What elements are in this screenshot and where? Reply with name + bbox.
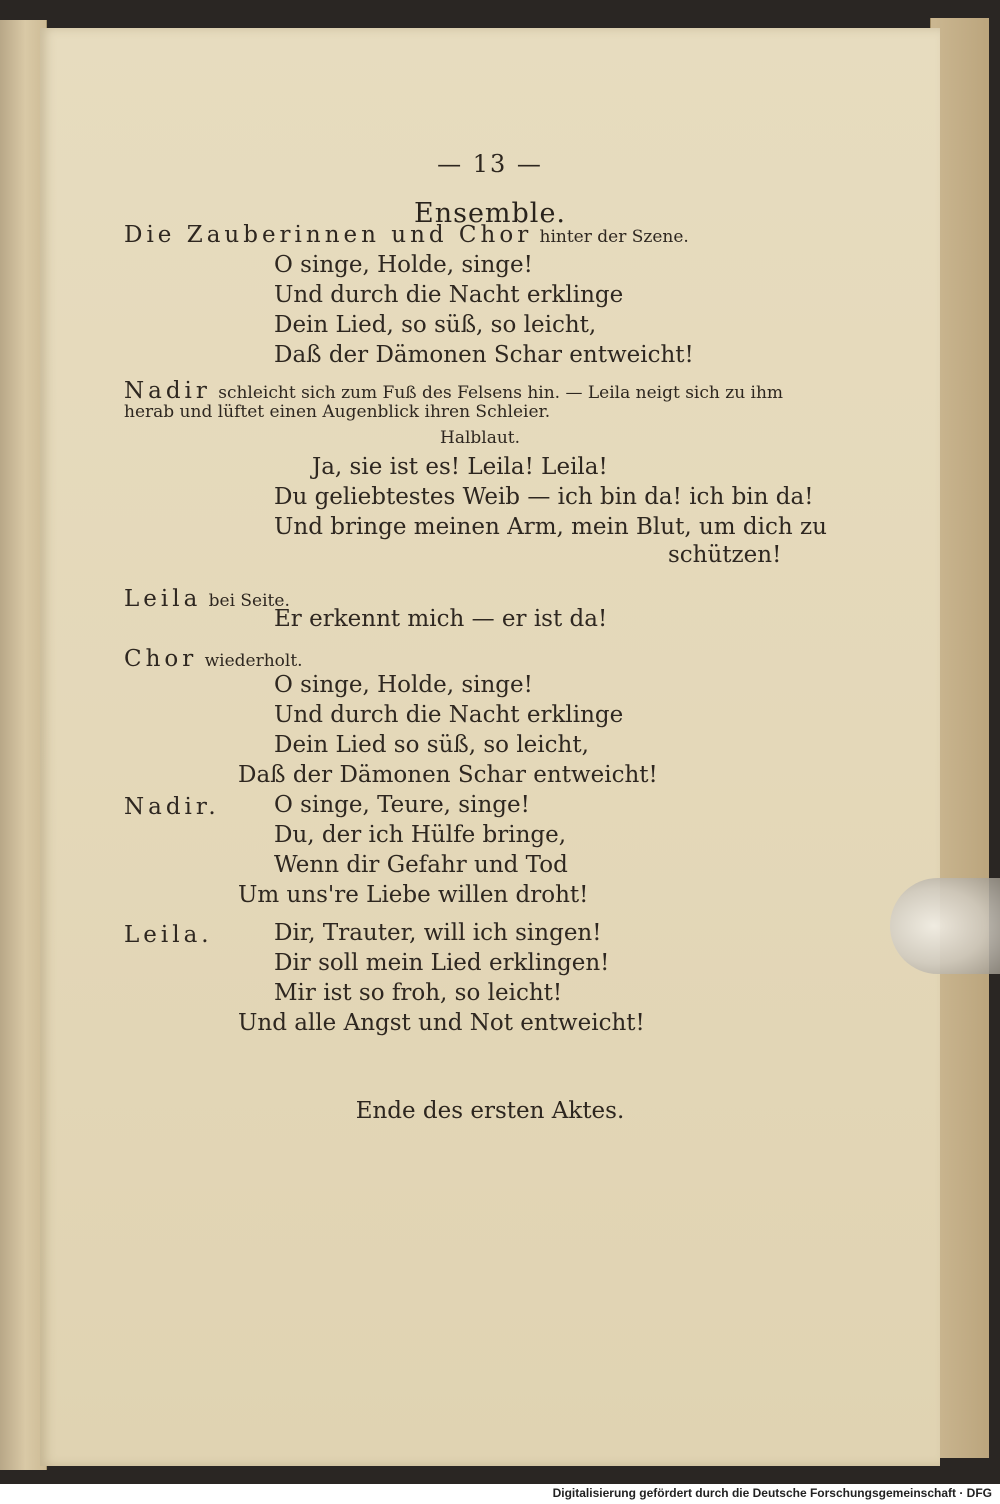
stage-direction: wiederholt. [204, 651, 303, 671]
stage-direction: hinter der Szene. [539, 227, 689, 247]
verse-line: O singe, Teure, singe! [274, 792, 530, 818]
verse-line: Du, der ich Hülfe bringe, [274, 822, 567, 848]
stage-direction: bei Seite. [208, 591, 290, 611]
book-page [40, 28, 940, 1466]
stage-direction: schleicht sich zum Fuß des Felsens hin. — Leila neigt sich zu ihm [218, 383, 784, 403]
section-heading: Ensemble. [413, 198, 566, 229]
verse-line: Und bringe meinen Arm, mein Blut, um dich zu [274, 514, 827, 540]
stage-direction-line [124, 224, 689, 247]
verse-line: Daß der Dämonen Schar entweicht! [238, 762, 658, 788]
stage-direction: Halblaut. [440, 428, 521, 448]
verse-line: Um uns're Liebe willen droht! [238, 882, 589, 908]
verse-line: Daß der Dämonen Schar entweicht! [274, 342, 694, 368]
verse-line: Ja, sie ist es! Leila! Leila! [312, 454, 608, 480]
verse-line: O singe, Holde, singe! [274, 252, 533, 278]
verse-line: Dir, Trauter, will ich singen! [274, 920, 602, 946]
stage-direction-line [124, 588, 290, 611]
speaker-name: Die Zauberinnen und Chor [124, 222, 533, 248]
verse-line: O singe, Holde, singe! [274, 672, 533, 698]
page-number: — 13 — [437, 150, 543, 178]
verse-line: schützen! [668, 542, 782, 568]
verse-line: Mir ist so froh, so leicht! [274, 980, 563, 1006]
stage-direction-line [124, 648, 303, 671]
verse-line: Und durch die Nacht erklinge [274, 702, 624, 728]
stage-direction-line [124, 380, 783, 403]
stage-direction: herab und lüftet einen Augenblick ihren Schleier. [124, 402, 551, 422]
speaker-name: Chor [124, 646, 198, 672]
verse-line: Dein Lied, so süß, so leicht, [274, 312, 597, 338]
page-tab-clip [890, 878, 1000, 974]
speaker-name: Nadir [124, 378, 211, 404]
funding-notice: Digitalisierung gefördert durch die Deutsche Forschungsgemeinschaft · DFG [552, 1486, 992, 1500]
verse-line: Wenn dir Gefahr und Tod [274, 852, 568, 878]
verse-line: Dein Lied so süß, so leicht, [274, 732, 589, 758]
act-ending: Ende des ersten Aktes. [355, 1098, 625, 1124]
speaker-name: Nadir. [124, 794, 220, 820]
verse-line: Du geliebtestes Weib — ich bin da! ich bin da! [274, 484, 814, 510]
verse-line: Dir soll mein Lied erklingen! [274, 950, 610, 976]
verse-line: Und durch die Nacht erklinge [274, 282, 624, 308]
speaker-name: Leila. [124, 922, 213, 948]
verse-line: Und alle Angst und Not entweicht! [238, 1010, 645, 1036]
footer-bar [0, 1484, 1000, 1504]
speaker-name: Leila [124, 586, 202, 612]
verse-line: Er erkennt mich — er ist da! [274, 606, 608, 632]
